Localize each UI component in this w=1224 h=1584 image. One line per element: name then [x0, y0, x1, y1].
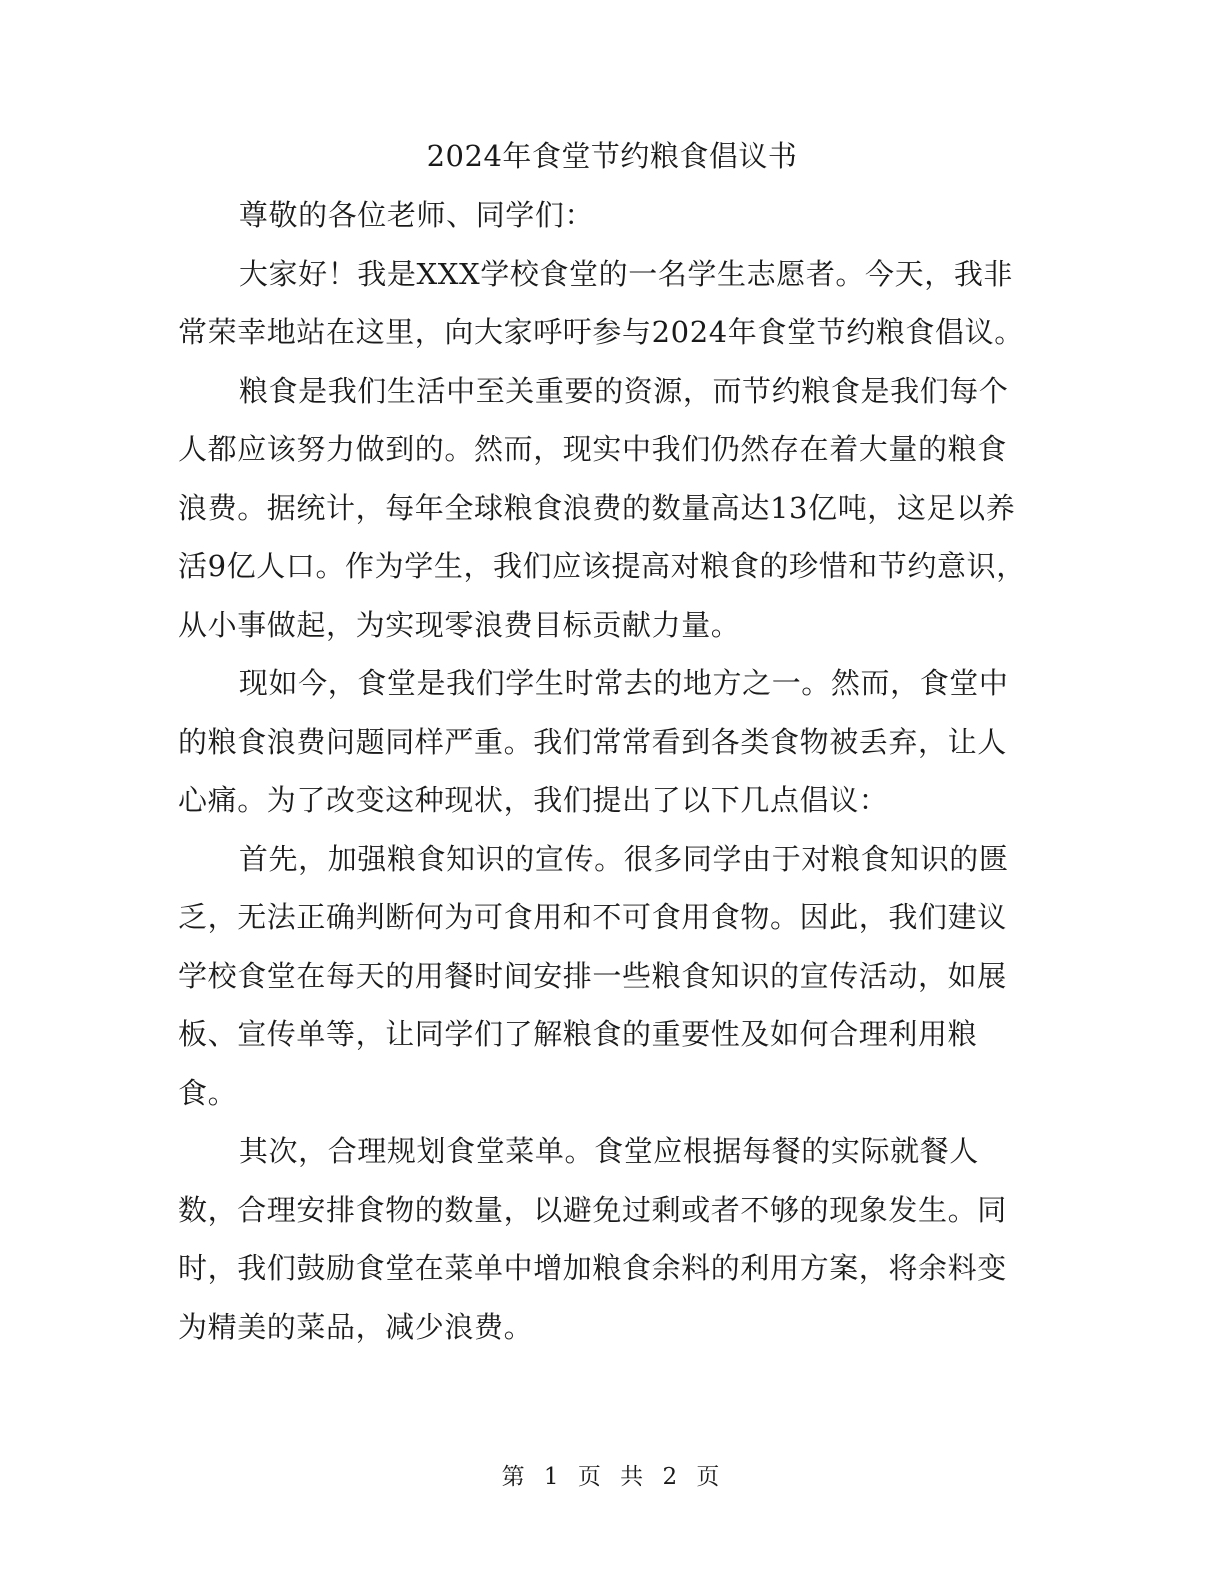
page-number-footer: 第 1 页 共 2 页: [501, 1464, 723, 1490]
document-title: 2024年食堂节约粮食倡议书: [426, 139, 798, 173]
paragraph-proposal-1: 首先，加强粮食知识的宣传。很多同学由于对粮食知识的匮乏，无法正确判断何为可食用和不可食用食物。因此，我们建议学校食堂在每天的用餐时间安排一些粮食知识的宣传活动，如展板、宣传单等，让同学们了解粮食的重要性及如何合理利用粮食。: [178, 841, 1009, 1110]
salutation: 尊敬的各位老师、同学们：: [238, 198, 595, 232]
paragraph-canteen-problem: 现如今，食堂是我们学生时常去的地方之一。然而，食堂中的粮食浪费问题同样严重。我们常常看到各类食物被丢弃，让人心痛。为了改变这种现状，我们提出了以下几点倡议：: [178, 666, 1009, 817]
paragraph-proposal-2: 其次，合理规划食堂菜单。食堂应根据每餐的实际就餐人数，合理安排食物的数量，以避免过剩或者不够的现象发生。同时，我们鼓励食堂在菜单中增加粮食余料的利用方案，将余料变为精美的菜品，减少浪费。: [178, 1134, 1007, 1344]
paragraph-greeting: 大家好！我是XXX学校食堂的一名学生志愿者。今天，我非常荣幸地站在这里，向大家呼吁参与2024年食堂节约粮食倡议。: [178, 256, 1024, 349]
paragraph-importance: 粮食是我们生活中至关重要的资源，而节约粮食是我们每个人都应该努力做到的。然而，现实中我们仍然存在着大量的粮食浪费。据统计，每年全球粮食浪费的数量高达13亿吨，这足以养活9亿人口。作为学生，我们应该提高对粮食的珍惜和节约意识，从小事做起，为实现零浪费目标贡献力量。: [178, 373, 1026, 642]
document-body: [178, 186, 1028, 1356]
